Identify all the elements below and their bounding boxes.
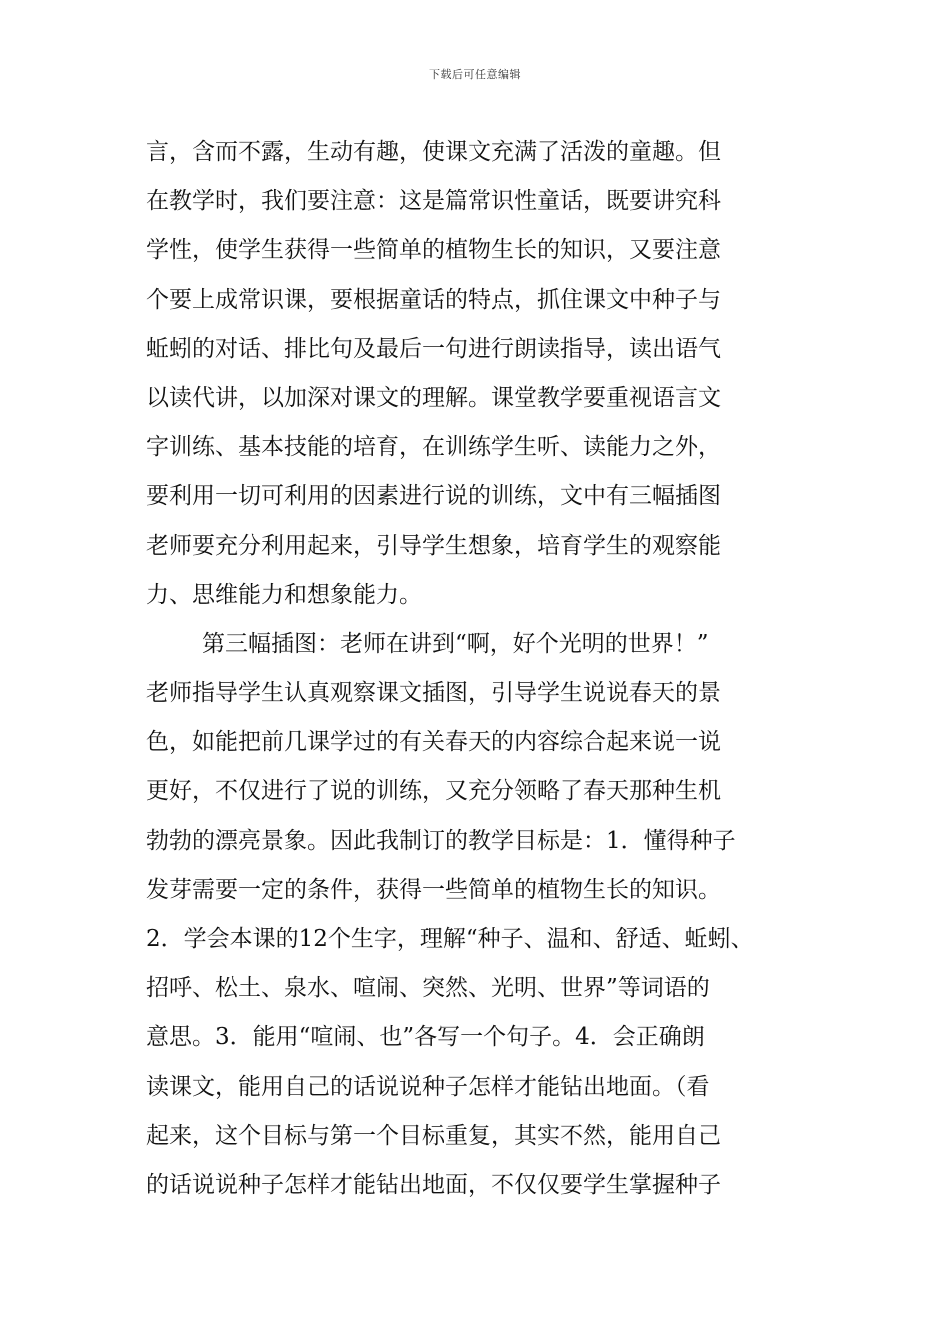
text-line: 学性，使学生获得一些简单的植物生长的知识，又要注意 (146, 237, 721, 264)
text-line: 字训练、基本技能的培育，在训练学生听、读能力之外， (146, 434, 721, 461)
page-header: 下载后可任意编辑 (429, 68, 521, 81)
text-line: 发芽需要一定的条件，获得一些简单的植物生长的知识。 (146, 876, 721, 903)
text-line: 要利用一切可利用的因素进行说的训练，文中有三幅插图 (146, 483, 721, 510)
text-line: 蚯蚓的对话、排比句及最后一句进行朗读指导，读出语气 (146, 335, 721, 362)
text-line: 力、思维能力和想象能力。 (146, 581, 422, 608)
text-line: 以读代讲，以加深对课文的理解。课堂教学要重视语言文 (146, 384, 721, 411)
text-line: 个要上成常识课，要根据童话的特点，抓住课文中种子与 (146, 286, 721, 313)
text-line: 2．学会本课的12个生字，理解“种子、温和、舒适、蚯蚓、 (146, 926, 754, 952)
text-line: 更好，不仅进行了说的训练，又充分领略了春天那种生机 (146, 778, 721, 805)
text-line: 起来，这个目标与第一个目标重复，其实不然，能用自己 (146, 1122, 721, 1149)
text-line: 勃勃的漂亮景象。因此我制订的教学目标是：1．懂得种子 (146, 827, 736, 854)
text-line: 老师指导学生认真观察课文插图，引导学生说说春天的景 (146, 680, 721, 707)
text-line: 老师要充分利用起来，引导学生想象，培育学生的观察能 (146, 532, 721, 559)
text-line: 的话说说种子怎样才能钻出地面，不仅仅要学生掌握种子 (146, 1171, 721, 1198)
text-line: 意思。3．能用“喧闹、也”各写一个句子。4．会正确朗 (146, 1024, 705, 1051)
paragraph-start-line: 第三幅插图：老师在讲到“啊，好个光明的世界！” (202, 630, 709, 657)
text-line: 言，含而不露，生动有趣，使课文充满了活泼的童趣。但 (146, 139, 721, 165)
text-line: 招呼、松土、泉水、喧闹、突然、光明、世界”等词语的 (146, 975, 710, 1002)
text-line: 读课文，能用自己的话说说种子怎样才能钻出地面。（看 (146, 1073, 710, 1100)
text-line: 在教学时，我们要注意：这是篇常识性童话，既要讲究科 (146, 188, 721, 215)
body-text (146, 128, 826, 1210)
text-line: 色，如能把前几课学过的有关春天的内容综合起来说一说 (146, 729, 721, 756)
